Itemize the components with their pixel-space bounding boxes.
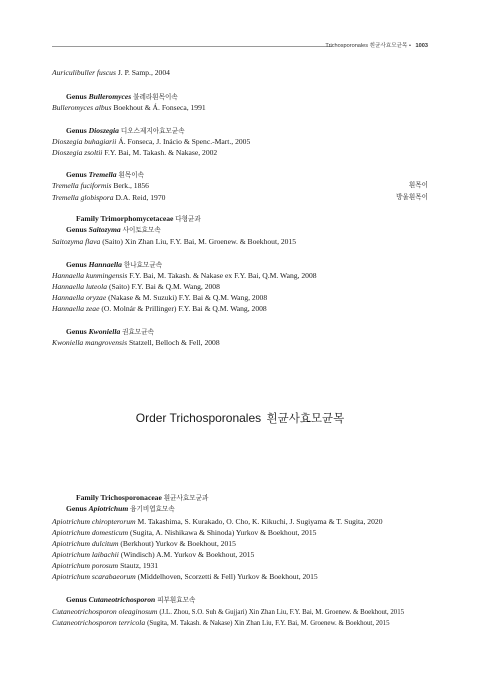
genus-label: Genus — [66, 225, 87, 234]
species-entry — [52, 180, 432, 191]
species-entry — [52, 303, 432, 314]
species-name: Bulleromyces albus — [52, 103, 112, 112]
species-korean-name: 흰목이 — [408, 181, 428, 189]
genus-name: Hannaella — [88, 260, 122, 269]
species-authority: D.A. Reid, 1970 — [115, 193, 166, 202]
species-authority: (Saito) F.Y. Bai & Q.M. Wang, 2008 — [108, 282, 220, 291]
species-authority: (Middelhoven, Scorzetti & Fell) Yurkov & Boekhout, 2015 — [137, 572, 318, 581]
genus-name: Kwoniella — [88, 327, 121, 336]
page-number: 1003 — [415, 43, 428, 49]
species-name: Auriculibuller fuscus — [52, 68, 116, 77]
species-name: Tremella globispora — [52, 193, 114, 202]
genus-korean-name: 권효모균속 — [122, 328, 155, 336]
species-name: Cutaneotrichosporon terricola — [52, 618, 146, 627]
species-authority: (Nakase & M. Suzuki) F.Y. Bai & Q.M. Wang, 2008 — [108, 293, 268, 302]
genus-label: Genus — [66, 327, 87, 336]
genus-korean-name: 흰목이속 — [118, 171, 144, 179]
genus-name: Tremella — [88, 170, 117, 179]
species-authority: (Windisch) A.M. Yurkov & Boekhout, 2015 — [120, 550, 255, 559]
genus-label: Genus — [66, 595, 87, 604]
order-label: Order — [135, 411, 167, 425]
species-name: Apiotrichum domesticum — [52, 528, 129, 537]
species-authority: (J.L. Zhou, S.O. Suh & Gujjari) Xin Zhan Liu, F.Y. Bai, M. Groenew. & Boekhout, 2015 — [159, 609, 405, 616]
species-name: Dioszegia zsoltii — [52, 148, 103, 157]
species-entry — [52, 67, 432, 78]
species-authority: (O. Molnár & Prillinger) F.Y. Bai & Q.M. Wang, 2008 — [101, 304, 267, 313]
header-bullet: • — [409, 43, 411, 49]
species-authority: Á. Fonseca, J. Inácio & Spenc.-Mart., 2005 — [118, 137, 251, 146]
species-entry — [52, 102, 432, 113]
species-entry — [52, 617, 432, 629]
header-rule — [52, 46, 332, 47]
species-entry — [52, 560, 432, 571]
genus-korean-name: 융기비엽효모속 — [130, 505, 175, 513]
species-entry — [52, 549, 432, 560]
family-korean-name: 다형균과 — [175, 215, 201, 223]
species-entry — [52, 236, 432, 247]
genus-name: Bulleromyces — [88, 92, 132, 101]
genus-name: Dioszegia — [88, 126, 119, 135]
species-authority: Berk., 1856 — [113, 181, 149, 190]
species-entry — [52, 270, 432, 281]
species-name: Hannaella zeae — [52, 304, 100, 313]
species-entry — [52, 292, 432, 303]
genus-korean-name: 한나효모균속 — [123, 261, 163, 269]
genus-name: Apiotrichum — [88, 504, 129, 513]
genus-label: Genus — [66, 260, 87, 269]
genus-heading — [66, 224, 446, 236]
species-entry — [52, 281, 432, 292]
genus-heading — [66, 503, 446, 515]
family-korean-name: 흰균사효모균과 — [163, 494, 209, 502]
species-name: Apiotrichum scarabaeorum — [52, 572, 136, 581]
genus-name: Cutaneotrichosporon — [88, 595, 156, 604]
species-authority: Statzell, Belloch & Fell, 2008 — [128, 338, 220, 347]
species-authority: Stautz, 1931 — [120, 561, 159, 570]
species-entry — [52, 136, 432, 147]
species-korean-name: 방울흰목이 — [396, 193, 428, 201]
family-label: Family — [76, 493, 99, 502]
species-authority: J. P. Samp., 2004 — [117, 68, 170, 77]
order-name: Trichosporonales — [169, 411, 262, 425]
species-name: Hannaella oryzae — [52, 293, 107, 302]
genus-korean-name: 불레라흰목이속 — [133, 93, 178, 101]
species-name: Apiotrichum dulcitum — [52, 539, 119, 548]
species-name: Apiotrichum chiropterorum — [52, 517, 136, 526]
species-entry — [52, 147, 432, 158]
genus-heading — [66, 594, 446, 606]
order-korean-name: 흰균사효모균목 — [266, 411, 345, 425]
order-heading — [0, 410, 480, 426]
genus-label: Genus — [66, 504, 87, 513]
genus-korean-name: 피부흰효모속 — [157, 596, 196, 604]
species-authority: (Sugita, A. Nishikawa & Shinoda) Yurkov & Boekhout, 2015 — [130, 528, 317, 537]
species-entry — [52, 538, 432, 549]
species-authority: F.Y. Bai, M. Takash. & Nakase, 2002 — [104, 148, 218, 157]
running-title — [325, 41, 428, 51]
family-name: Trimorphomycetaceae — [100, 214, 174, 223]
genus-label: Genus — [66, 92, 87, 101]
running-title-text: Trichosporonales 흰균사효모균목 — [325, 43, 408, 49]
genus-label: Genus — [66, 126, 87, 135]
species-authority: (Berkhout) Yurkov & Boekhout, 2015 — [120, 539, 236, 548]
species-entry — [52, 516, 432, 527]
species-entry — [52, 527, 432, 538]
species-name: Apiotrichum laibachii — [52, 550, 119, 559]
genus-name: Saitozyma — [88, 225, 121, 234]
species-entry — [52, 192, 432, 203]
species-name: Tremella fuciformis — [52, 181, 112, 190]
species-authority: Boekhout & Á. Fonseca, 1991 — [113, 103, 206, 112]
species-name: Dioszegia buhagiarii — [52, 137, 117, 146]
species-name: Kwoniella mangrovensis — [52, 338, 128, 347]
species-name: Apiotrichum porosum — [52, 561, 119, 570]
genus-korean-name: 디오스제지아효모균속 — [120, 127, 185, 135]
running-header — [52, 41, 428, 51]
family-name: Trichosporonaceae — [100, 493, 162, 502]
species-entry — [52, 337, 432, 348]
species-entry — [52, 571, 432, 582]
species-name: Saitozyma flava — [52, 237, 101, 246]
species-name: Cutaneotrichosporon oleaginosum — [52, 607, 158, 616]
species-authority: (Saito) Xin Zhan Liu, F.Y. Bai, M. Groenew. & Boekhout, 2015 — [102, 237, 297, 246]
genus-korean-name: 사이토효모속 — [122, 226, 161, 234]
species-authority: F.Y. Bai, M. Takash. & Nakase ex F.Y. Bai, Q.M. Wang, 2008 — [129, 271, 317, 280]
species-name: Hannaella luteola — [52, 282, 108, 291]
species-name: Hannaella kunmingensis — [52, 271, 128, 280]
genus-label: Genus — [66, 170, 87, 179]
species-authority: M. Takashima, S. Kurakado, O. Cho, K. Kikuchi, J. Sugiyama & T. Sugita, 2020 — [137, 517, 383, 526]
family-label: Family — [76, 214, 99, 223]
species-authority: (Sugita, M. Takash. & Nakase) Xin Zhan Liu, F.Y. Bai, M. Groenew. & Boekhout, 2015 — [147, 620, 390, 627]
